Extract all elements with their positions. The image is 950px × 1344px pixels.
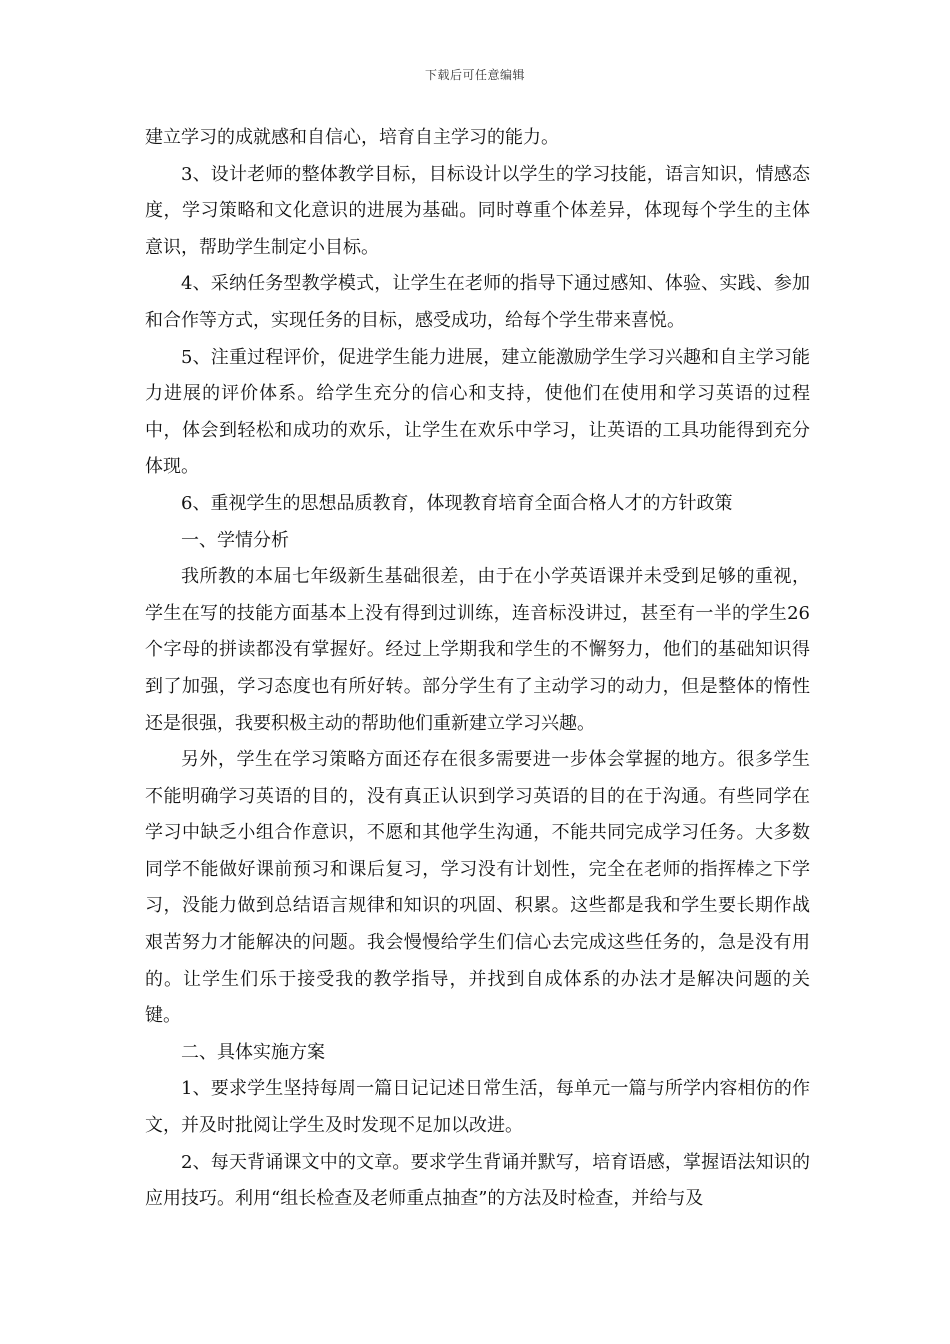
document-body [145, 120, 810, 1218]
paragraph-11: 2、每天背诵课文中的文章。要求学生背诵并默写，培育语感，掌握语法知识的应用技巧。利用“组长检查及老师重点抽查”的方法及时检查，并给与及 [145, 1151, 810, 1210]
paragraph-4: 5、注重过程评价，促进学生能力进展，建立能激励学生学习兴趣和自主学习能力进展的评价体系。给学生充分的信心和支持，使他们在使用和学习英语的过程中，体会到轻松和成功的欢乐，让学生在欢乐中学习，让英语的工具功能得到充分体现。 [145, 346, 810, 478]
paragraph-5: 6、重视学生的思想品质教育，体现教育培育全面合格人才的方针政策 [181, 492, 733, 514]
paragraph-10: 1、要求学生坚持每周一篇日记记述日常生活，每单元一篇与所学内容相仿的作文，并及时批阅让学生及时发现不足加以改进。 [145, 1078, 810, 1137]
paragraph-7: 我所教的本届七年级新生基础很差，由于在小学英语课并未受到足够的重视，学生在写的技能方面基本上没有得到过训练，连音标没讲过，甚至有一半的学生26个字母的拼读都没有掌握好。经过上学期我和学生的不懈努力，他们的基础知识得到了加强，学习态度也有所好转。部分学生有了主动学习的动力，但是整体的惰性还是很强，我要积极主动的帮助他们重新建立学习兴趣。 [145, 566, 810, 734]
paragraph-3: 4、采纳任务型教学模式，让学生在老师的指导下通过感知、体验、实践、参加和合作等方式，实现任务的目标，感受成功，给每个学生带来喜悦。 [145, 273, 810, 331]
page-header: 下载后可任意编辑 [424, 68, 525, 82]
paragraph-2: 3、设计老师的整体教学目标，目标设计以学生的学习技能，语言知识，情感态度，学习策略和文化意识的进展为基础。同时尊重个体差异，体现每个学生的主体意识，帮助学生制定小目标。 [145, 163, 810, 258]
section-heading-learning-analysis: 一、学情分析 [181, 529, 289, 551]
paragraph-1: 建立学习的成就感和自信心，培育自主学习的能力。 [145, 127, 559, 148]
section-heading-implementation: 二、具体实施方案 [181, 1041, 325, 1063]
paragraph-8: 另外，学生在学习策略方面还存在很多需要进一步体会掌握的地方。很多学生不能明确学习英语的目的，没有真正认识到学习英语的目的在于沟通。有些同学在学习中缺乏小组合作意识，不愿和其他学生沟通，不能共同完成学习任务。大多数同学不能做好课前预习和课后复习，学习没有计划性，完全在老师的指挥棒之下学习，没能力做到总结语言规律和知识的巩固、积累。这些都是我和学生要长期作战艰苦努力才能解决的问题。我会慢慢给学生们信心去完成这些任务的，急是没有用的。让学生们乐于接受我的教学指导，并找到自成体系的办法才是解决问题的关键。 [145, 749, 810, 1027]
